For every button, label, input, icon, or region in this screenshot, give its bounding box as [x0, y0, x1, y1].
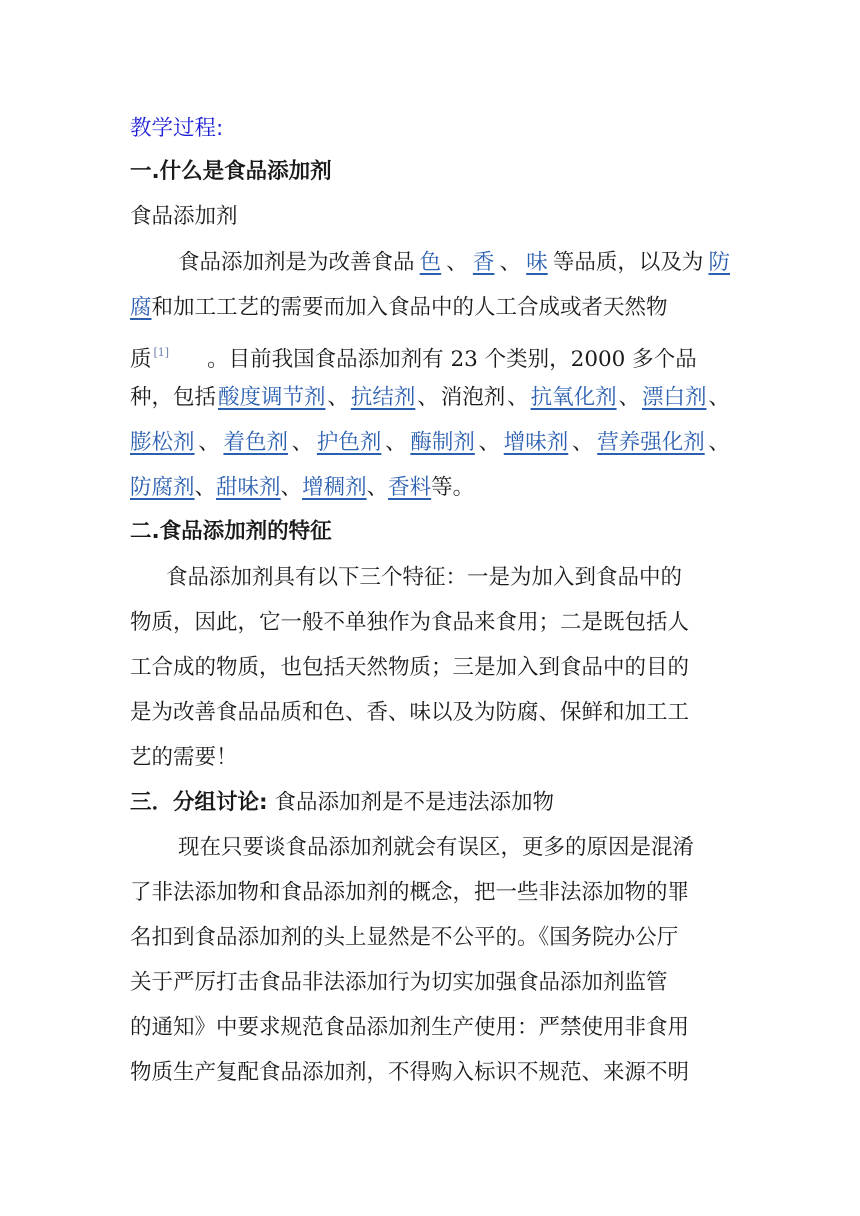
link-sweetener[interactable]: 甜味剂	[216, 475, 281, 500]
link-nutrition-fortifier[interactable]: 营养强化剂	[597, 430, 705, 455]
separator: 、	[571, 430, 594, 455]
separator: 、	[499, 250, 522, 275]
text: 。目前我国食品添加剂有 23 个类别，2000 多个品	[207, 347, 697, 372]
text: 等品质，以及为	[552, 250, 704, 275]
text: 种，包括	[130, 385, 217, 410]
section-2-paragraph-line: 是为改善食品品质和色、香、味以及为防腐、保鲜和加工工	[130, 700, 690, 725]
footnote-reference[interactable]: [1]	[153, 346, 170, 359]
link-preservative[interactable]: 防腐剂	[130, 475, 195, 500]
separator: 、	[194, 475, 217, 500]
link-antioxidant[interactable]: 抗氧化剂	[530, 385, 617, 410]
section-3-title	[130, 788, 554, 818]
section-2-paragraph-line: 食品添加剂具有以下三个特征：一是为加入到食品中的	[166, 565, 683, 590]
text: 质	[130, 347, 152, 372]
separator: 、	[446, 250, 468, 275]
separator: 、	[417, 385, 439, 410]
section-3-title-topic: 食品添加剂是不是违法添加物	[274, 790, 554, 815]
link-color[interactable]: 色	[419, 250, 442, 275]
link-acidity-regulator[interactable]: 酸度调节剂	[217, 385, 326, 410]
section-3-paragraph-line: 现在只要谈食品添加剂就会有误区，更多的原因是混淆	[178, 835, 695, 860]
section-2-paragraph-line: 艺的需要！	[130, 745, 238, 770]
text: 和加工工艺的需要而加入食品中的人工合成或者天然物	[151, 295, 668, 320]
section-3-title-label: 三．分组讨论:	[130, 790, 268, 815]
section-1-paragraph-line-2	[130, 293, 668, 323]
link-anticorrosion-part1[interactable]: 防	[708, 250, 730, 275]
link-leavening-agent[interactable]: 膨松剂	[130, 430, 195, 455]
link-enzyme-preparation[interactable]: 酶制剂	[410, 430, 475, 455]
section-1-paragraph-line-1	[130, 248, 730, 278]
link-aroma[interactable]: 香	[472, 250, 495, 275]
section-1-paragraph-line-5	[130, 428, 730, 458]
text: 等。	[431, 475, 475, 500]
link-bleaching-agent[interactable]: 漂白剂	[641, 385, 707, 410]
link-anticorrosion-part2[interactable]: 腐	[130, 295, 152, 320]
section-2-title: 二.食品添加剂的特征	[130, 519, 332, 544]
heading-teaching-process: 教学过程:	[130, 116, 224, 141]
separator: 、	[291, 430, 314, 455]
section-1-subtitle: 食品添加剂	[130, 204, 238, 229]
section-3-paragraph-line: 的通知》中要求规范食品添加剂生产使用：严禁使用非食用	[130, 1015, 690, 1040]
separator: 、	[618, 385, 641, 410]
text: 食品添加剂是为改善食品	[178, 250, 415, 275]
separator: 、	[708, 385, 730, 410]
link-color-fixative[interactable]: 护色剂	[316, 430, 382, 455]
section-3-paragraph-line: 关于严厉打击食品非法添加行为切实加强食品添加剂监管	[130, 970, 668, 995]
section-2-paragraph-line: 工合成的物质，也包括天然物质；三是加入到食品中的目的	[130, 655, 690, 680]
separator: 、	[366, 475, 389, 500]
link-anticaking-agent[interactable]: 抗结剂	[350, 385, 416, 410]
section-1-paragraph-line-3	[130, 338, 697, 375]
separator: 、	[507, 385, 529, 410]
section-3-paragraph-line: 了非法添加物和食品添加剂的概念，把一些非法添加物的罪	[130, 880, 690, 905]
separator: 、	[478, 430, 501, 455]
section-1-paragraph-line-4	[130, 383, 730, 413]
separator: 、	[708, 430, 730, 455]
link-taste[interactable]: 味	[526, 250, 548, 275]
section-3-paragraph-line: 名扣到食品添加剂的头上显然是不公平的。《国务院办公厅	[130, 925, 679, 950]
separator: 、	[327, 385, 349, 410]
section-1-paragraph-line-6	[130, 473, 474, 503]
section-2-paragraph-line: 物质，因此，它一般不单独作为食品来食用；二是既包括人	[130, 610, 690, 635]
separator: 、	[280, 475, 303, 500]
section-1-title: 一.什么是食品添加剂	[130, 159, 332, 184]
separator: 、	[385, 430, 407, 455]
separator: 、	[198, 430, 220, 455]
section-3-paragraph-line: 物质生产复配食品添加剂，不得购入标识不规范、来源不明	[130, 1060, 690, 1085]
link-thickener[interactable]: 增稠剂	[302, 475, 367, 500]
link-flavor-enhancer[interactable]: 增味剂	[503, 430, 569, 455]
link-flavoring[interactable]: 香料	[388, 475, 432, 500]
link-colorant[interactable]: 着色剂	[223, 430, 288, 455]
text-antifoaming-agent: 消泡剂	[440, 385, 506, 410]
